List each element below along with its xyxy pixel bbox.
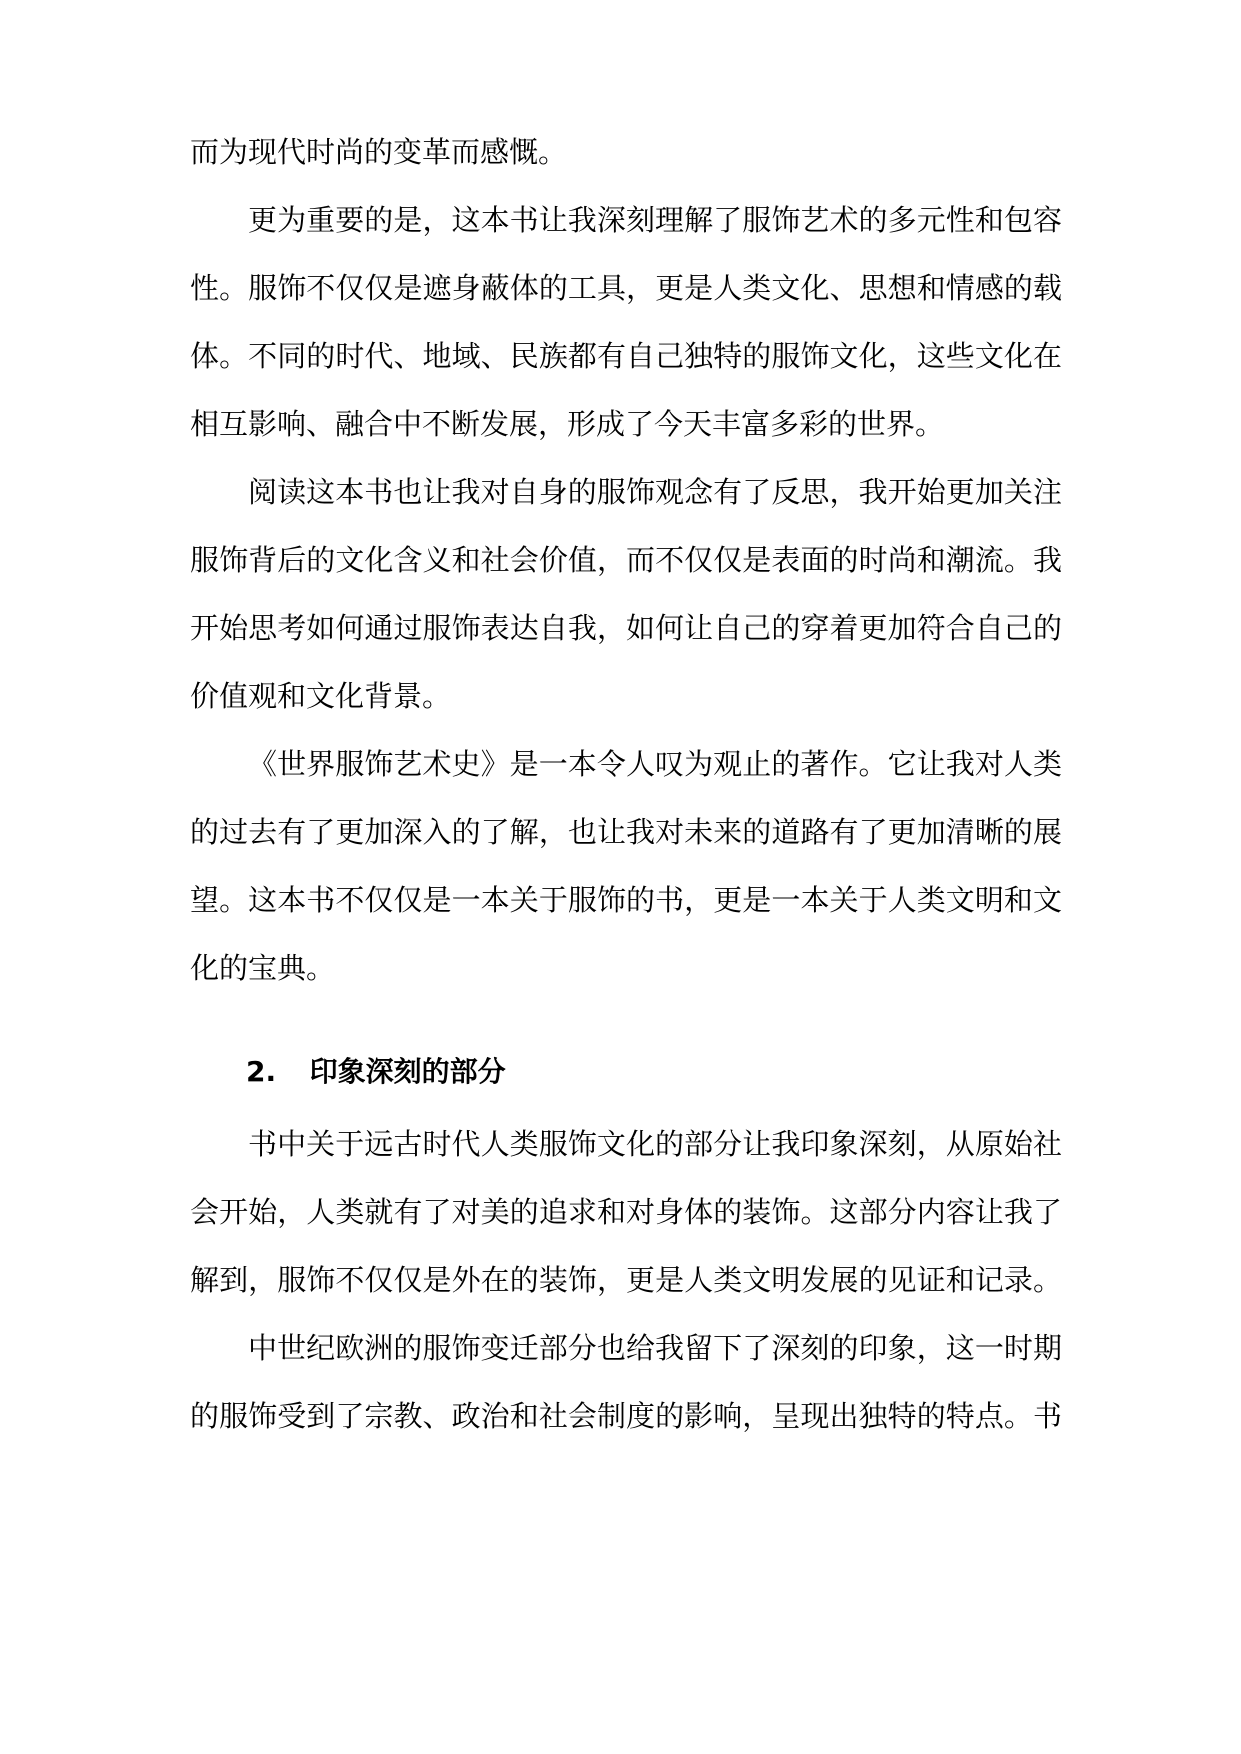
section-heading [246, 1052, 846, 1092]
paragraph-line: 体。不同的时代、地域、民族都有自己独特的服饰文化，这些文化在 [190, 339, 1062, 373]
paragraph-line: 阅读这本书也让我对自身的服饰观念有了反思，我开始更加关注 [248, 475, 1062, 509]
paragraph-line: 化的宝典。 [190, 951, 336, 985]
section-title: 印象深刻的部分 [309, 1055, 506, 1088]
paragraph-line: 《世界服饰艺术史》是一本令人叹为观止的著作。它让我对人类 [248, 747, 1062, 781]
paragraph-line: 服饰背后的文化含义和社会价值，而不仅仅是表面的时尚和潮流。我 [190, 543, 1062, 577]
paragraph-line: 而为现代时尚的变革而感慨。 [190, 135, 568, 169]
paragraph-line: 书中关于远古时代人类服饰文化的部分让我印象深刻，从原始社 [248, 1127, 1062, 1161]
paragraph-line: 价值观和文化背景。 [190, 679, 452, 713]
paragraph-line: 中世纪欧洲的服饰变迁部分也给我留下了深刻的印象，这一时期 [248, 1331, 1062, 1365]
paragraph-line: 解到，服饰不仅仅是外在的装饰，更是人类文明发展的见证和记录。 [190, 1263, 1062, 1297]
paragraph-line: 更为重要的是，这本书让我深刻理解了服饰艺术的多元性和包容 [248, 203, 1062, 237]
paragraph-line: 的服饰受到了宗教、政治和社会制度的影响，呈现出独特的特点。书 [190, 1399, 1062, 1433]
paragraph-line: 相互影响、融合中不断发展，形成了今天丰富多彩的世界。 [190, 407, 945, 441]
paragraph-line: 开始思考如何通过服饰表达自我，如何让自己的穿着更加符合自己的 [190, 611, 1062, 645]
paragraph-line: 望。这本书不仅仅是一本关于服饰的书，更是一本关于人类文明和文 [190, 883, 1062, 917]
paragraph-line: 性。服饰不仅仅是遮身蔽体的工具，更是人类文化、思想和情感的载 [190, 271, 1062, 305]
section-number: 2. [246, 1055, 277, 1088]
paragraph-line: 会开始，人类就有了对美的追求和对身体的装饰。这部分内容让我了 [190, 1195, 1062, 1229]
paragraph-line: 的过去有了更加深入的了解，也让我对未来的道路有了更加清晰的展 [190, 815, 1062, 849]
